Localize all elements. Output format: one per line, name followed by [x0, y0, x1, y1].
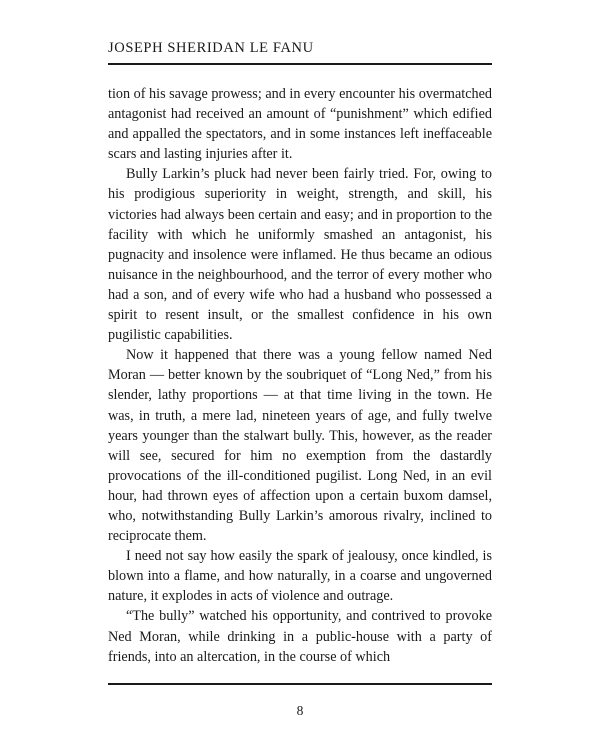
- page-number: 8: [296, 703, 304, 718]
- paragraph-2: Bully Larkin’s pluck had never been fairly tried. For, owing to his prodigious superiority in weight, strength, and skill, his victories had always been certain and easy; and in proportion to the facility with which he uniformly smashed an antagonist, his pugnacity and insolence were inflamed. He thus became an odious nuisance in the neighbourhood, and the terror of every mother who had a son, and of every wife who had a husband who possessed a spirit to resent insult, or the smallest confidence in his own pugilistic capabilities.: [108, 166, 492, 344]
- paragraph-5: “The bully” watched his opportunity, and contrived to provoke Ned Moran, while drinking in a public-house with a party of friends, into an altercation, in the course of which: [108, 608, 492, 665]
- running-head: JOSEPH SHERIDAN LE FANU: [108, 40, 314, 56]
- header-rule: [108, 63, 492, 65]
- paragraph-3: Now it happened that there was a young fellow named Ned Moran — better known by the soubriquet of “Long Ned,” from his slender, lathy proportions — at that time living in the town. He was, in truth, a mere lad, nineteen years of age, and fully twelve years younger than the stalwart bully. This, however, as the reader will see, secured for him no exemption from the dastardly provocations of the ill-conditioned pugilist. Long Ned, in an evil hour, had thrown eyes of affection upon a certain buxom damsel, who, notwithstanding Bully Larkin’s amorous rivalry, inclined to reciprocate them.: [108, 347, 492, 545]
- body-text: [108, 84, 492, 667]
- paragraph-1: tion of his savage prowess; and in every encounter his overmatched antagonist had received an amount of “punishment” which edified and appalled the spectators, and in some instances left ineffaceable scars and lasting injuries after it.: [108, 86, 492, 163]
- paragraph-4: I need not say how easily the spark of jealousy, once kindled, is blown into a flame, and how naturally, in a coarse and ungoverned nature, it explodes in acts of violence and outrage.: [108, 548, 492, 605]
- footer-rule: [108, 683, 492, 685]
